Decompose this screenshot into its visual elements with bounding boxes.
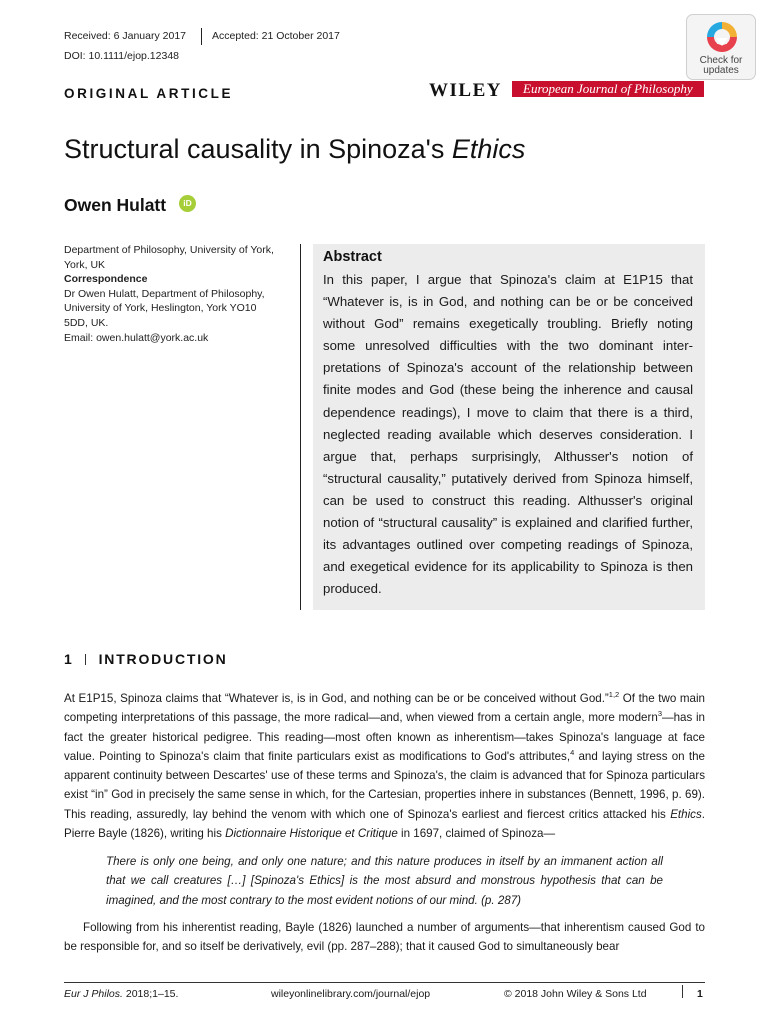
journal-name-band: European Journal of Philosophy: [512, 81, 704, 97]
footer-url[interactable]: wileyonlinelibrary.com/journal/ejop: [271, 988, 431, 1000]
journal-abbrev: Eur J Philos.: [64, 988, 123, 1000]
publisher-logo: WILEY: [429, 80, 502, 101]
abstract-box: [313, 244, 705, 610]
check-updates-icon: [705, 20, 739, 54]
check-for-updates-badge[interactable]: [686, 14, 756, 80]
text-run: . Pierre Bayle (1826), writing his: [64, 807, 705, 841]
title-italic: Ethics: [451, 134, 526, 164]
footer-citation: [64, 988, 178, 1000]
author-name[interactable]: Owen Hulatt: [64, 195, 167, 215]
text-run: At E1P15, Spinoza claims that “Whatever is, is in God, and nothing can be or be conceived without God.”: [64, 692, 609, 705]
footer-rule: [64, 982, 705, 983]
article-type: ORIGINAL ARTICLE: [64, 86, 234, 101]
footer-copyright: © 2018 John Wiley & Sons Ltd: [504, 988, 647, 1000]
correspondence-line: University of York, Heslington, York YO10: [64, 302, 257, 315]
section-title: INTRODUCTION: [98, 651, 228, 667]
italic-run: Dictionnaire Historique et Critique: [225, 827, 398, 841]
header-divider: [201, 28, 202, 45]
orcid-icon[interactable]: iD: [179, 195, 196, 212]
article-title: [64, 134, 525, 165]
doi[interactable]: DOI: 10.1111/ejop.12348: [64, 50, 180, 62]
section-heading: [64, 651, 228, 667]
check-updates-label-1: Check for: [699, 55, 743, 66]
body-paragraph: [64, 689, 705, 843]
body-paragraph: Following from his inherentist reading, Bayle (1826) launched a number of arguments—that inherentism caused God to be responsible for, and so itself be derivatively, evil (pp. 287–288); that it caused God to simultaneously bear: [64, 921, 705, 954]
affiliation-line: Department of Philosophy, University of York,: [64, 244, 274, 256]
abstract-heading: Abstract: [323, 249, 382, 265]
accepted-date: Accepted: 21 October 2017: [212, 30, 340, 42]
footer-divider: [682, 985, 683, 998]
text-run: in 1697, claimed of Spinoza—: [397, 827, 556, 841]
abstract-text: In this paper, I argue that Spinoza's claim at E1P15 that “Whatever is, is in God, and nothing can be or be conceived without God” remains exegetically troubling. Briefly noting some unresolved difficulties with the two dominant interpretations of Spinoza's account of the relationship between finite modes and God (these being the inherence and causal dependence readings), I move to claim that there is a third, neglected reading available which deserves consideration. I argue that, perhaps surprisingly, Althusser's notion of “structural causality,” putatively derived from Spinoza himself, can be used to construct this reading. Althusser's original notion of “structural causality” is explained and clarified further, its advantages outlined over competing readings of Spinoza, and exegetical evidence for its applicability to Spinoza is then produced.: [323, 272, 693, 597]
section-divider: [85, 654, 86, 665]
affiliation-block: [64, 243, 296, 345]
text-run: —has in fact the greater historical pedigree. This reading—most often known as inherentism—takes Spinoza's language at face value. Pointing to Spinoza's claim that finite particulars exist as modifications to God's attributes,: [64, 711, 706, 763]
abstract-rule: [300, 244, 301, 610]
check-updates-label-2: updates: [703, 65, 739, 76]
italic-run: Ethics: [670, 807, 702, 821]
section-number: 1: [64, 651, 74, 667]
affiliation-line: York, UK: [64, 258, 106, 271]
footnote-ref[interactable]: 4: [570, 748, 575, 758]
page-number: 1: [697, 988, 703, 1000]
text-run: Of the two main competing interpretations of this passage, the more radical—and, when viewed from a certain angle, more modern: [64, 692, 705, 725]
citation-details: 2018;1–15.: [122, 988, 179, 1000]
footnote-ref[interactable]: 1,2: [608, 690, 620, 700]
footnote-ref[interactable]: 3: [657, 709, 662, 719]
received-date: Received: 6 January 2017: [64, 30, 186, 42]
correspondence-heading: Correspondence: [64, 273, 148, 286]
text-run: and laying stress on the apparent continuity between Descartes' use of these terms and Spinoza's, the claim is advanced that for Spinoza particulars exist “in” God in precisely the same sense in which, for the Cartesian, properties inhere in substances (Bennett, 1996, p. 69). This reading, assuredly, lay behind the venom with which one of Spinoza's earliest and fiercest critics attacked his: [64, 749, 705, 821]
title-main: Structural causality in Spinoza's: [64, 134, 452, 164]
block-quote: There is only one being, and only one nature; and this nature produces in itself by an immanent action all that we call creatures […] [Spinoza's Ethics] is the most absurd and monstrous hypothesis that can be imagined, and the most contrary to the most evident notions of our mind. (p. 287): [106, 855, 663, 907]
correspondence-line: Dr Owen Hulatt, Department of Philosophy,: [64, 287, 265, 300]
email[interactable]: Email: owen.hulatt@york.ac.uk: [64, 331, 209, 344]
correspondence-line: 5DD, UK.: [64, 316, 109, 329]
